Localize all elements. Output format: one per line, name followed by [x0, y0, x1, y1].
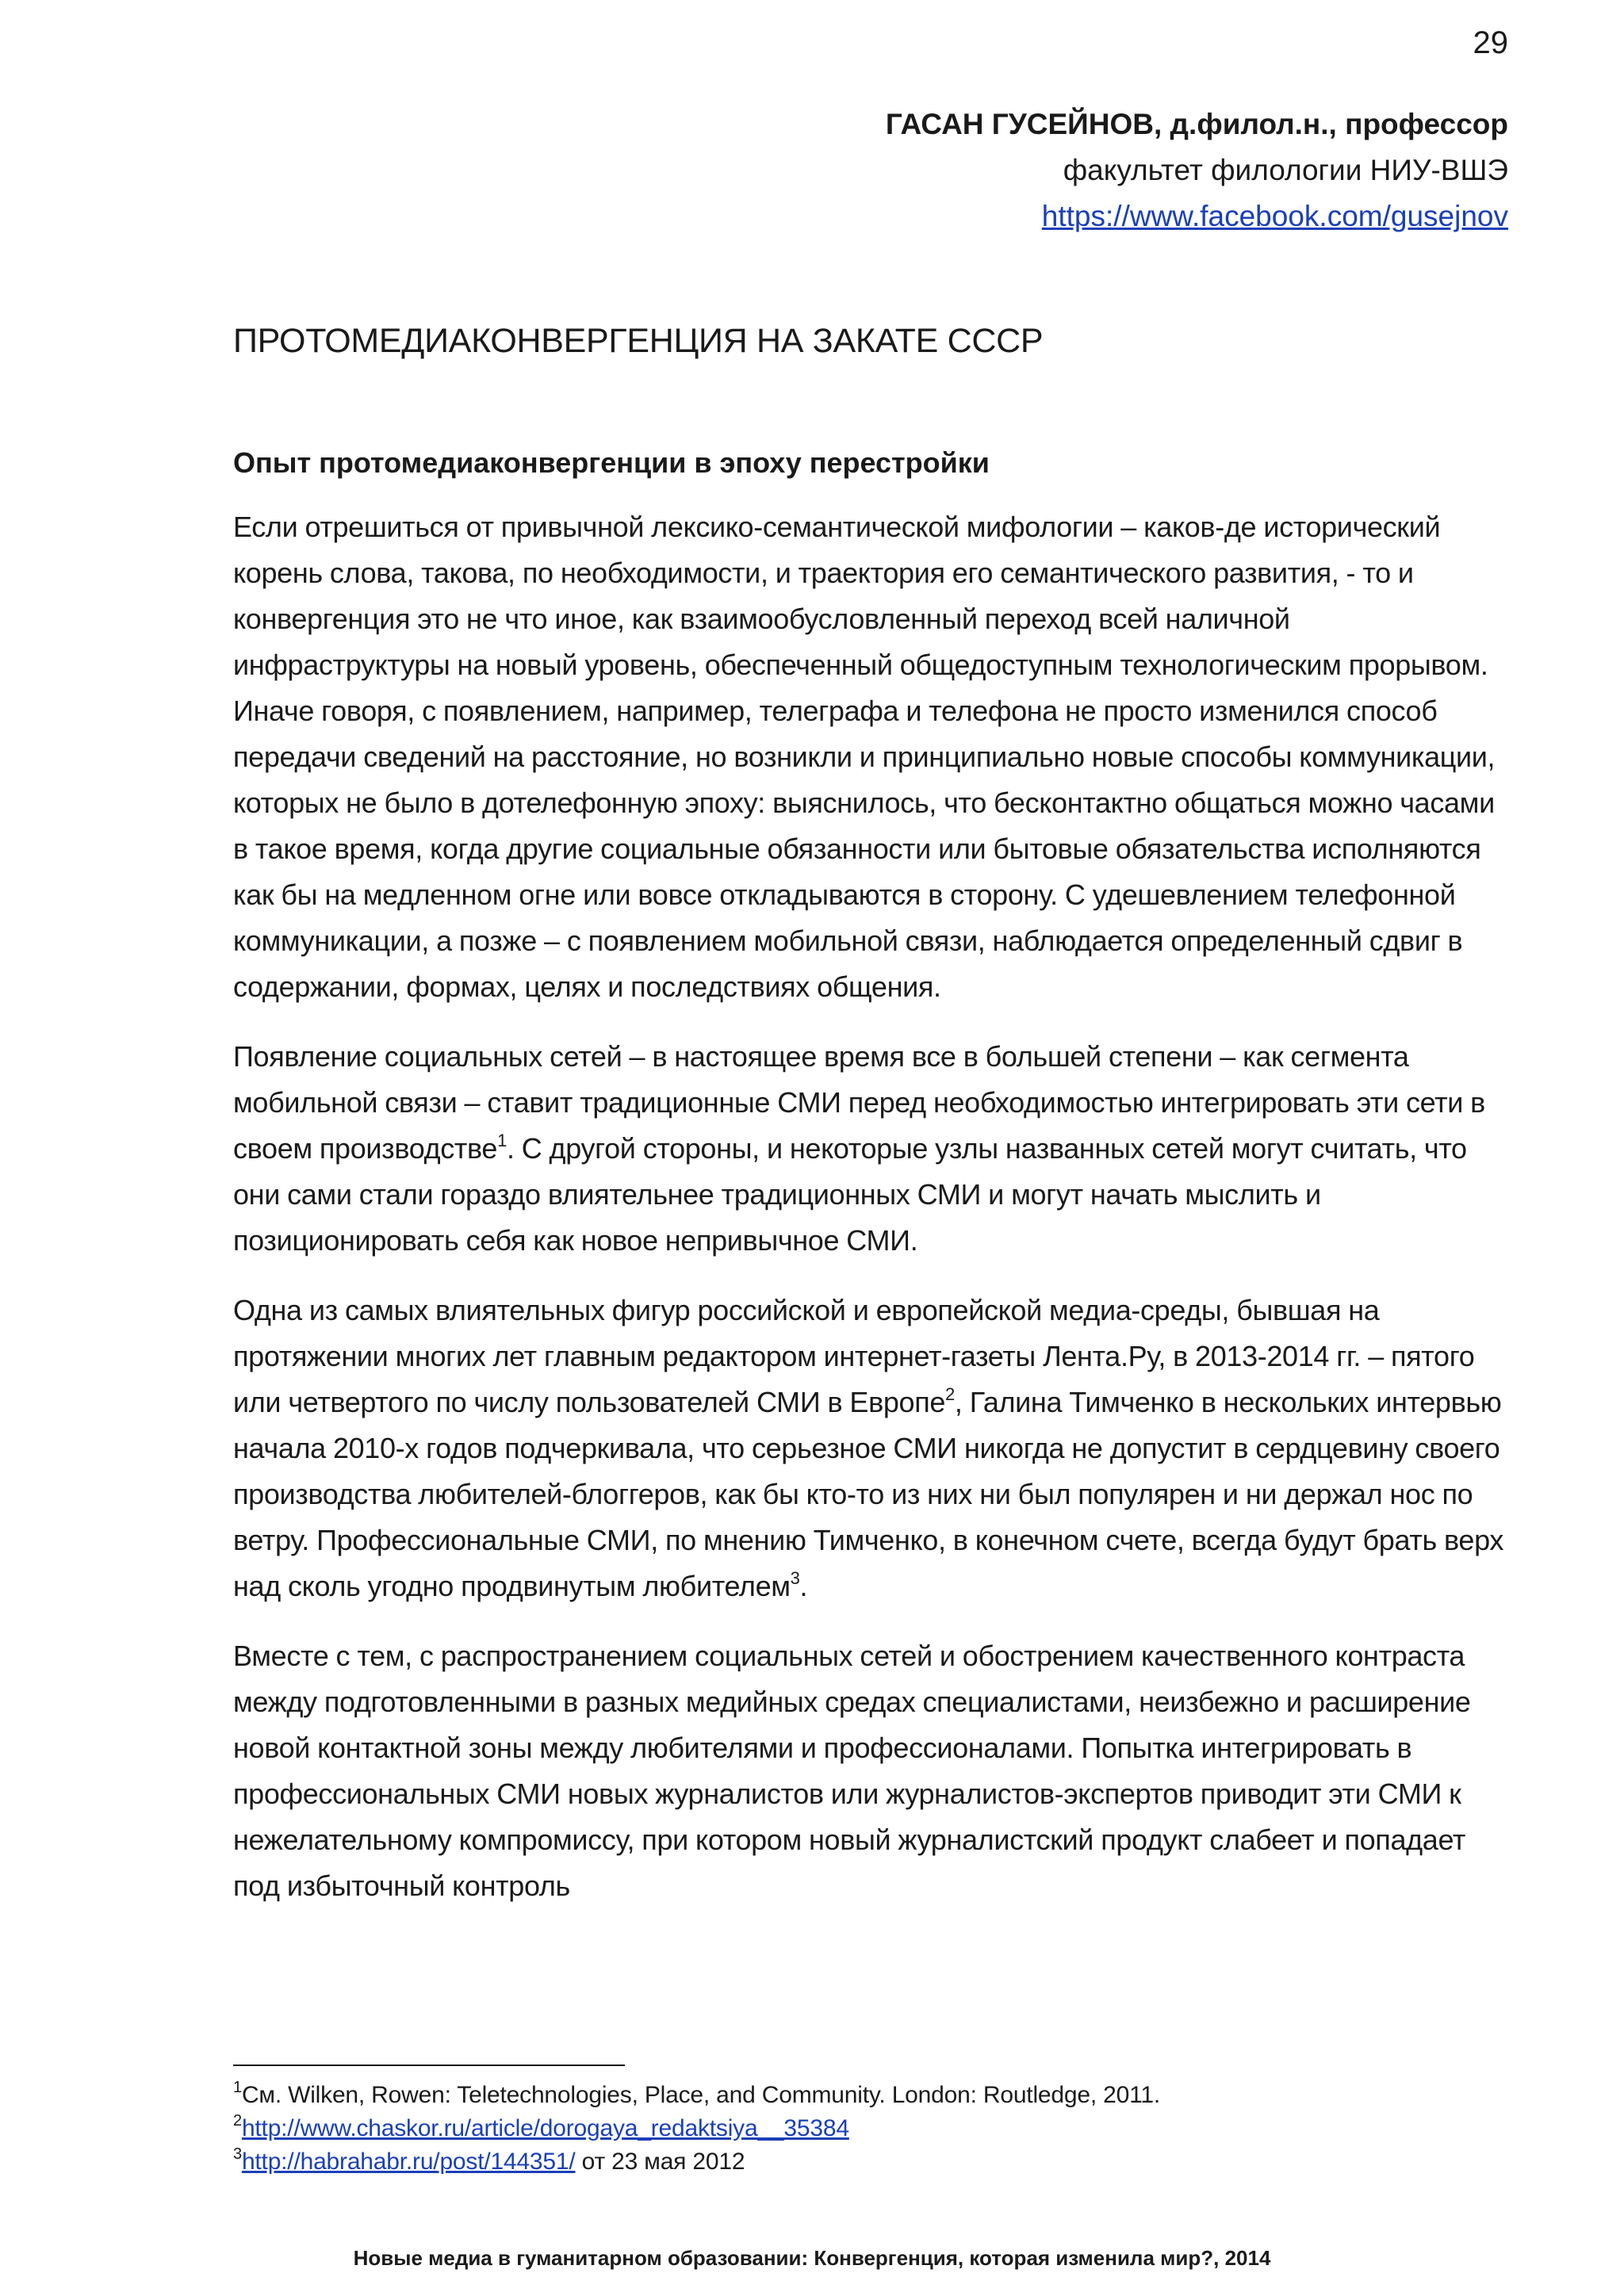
paragraph-2	[233, 1034, 1511, 1264]
footnote-3	[233, 2145, 1160, 2179]
footnote-3-date: от 23 мая 2012	[575, 2149, 745, 2175]
footnote-2-link[interactable]: http://www.chaskor.ru/article/dorogaya_redaktsiya__35384	[241, 2115, 849, 2141]
footnote-2-number: 2	[233, 2112, 242, 2130]
paragraph-2-part-b: . С другой стороны, и некоторые узлы названных сетей могут считать, что они сами стали гораздо влиятельнее традиционных СМИ и могут начать мыслить и позиционировать себя как новое непривычное СМИ.	[233, 1132, 1467, 1257]
author-facebook-link[interactable]: https://www.facebook.com/gusejnov	[1041, 200, 1508, 232]
footnote-1-number: 1	[233, 2079, 242, 2096]
page-footer: Новые медиа в гуманитарном образовании: Конвергенция, которая изменила мир?, 2014	[353, 2246, 1271, 2270]
paragraph-2-part-a: Появление социальных сетей – в настоящее время все в большей степени – как сегмента мобильной связи – ставит традиционные СМИ перед необходимостью интегрировать эти сети в своем производстве	[233, 1040, 1485, 1165]
article-body	[233, 442, 1511, 1933]
footnote-ref-3[interactable]: 3	[790, 1568, 800, 1588]
footnote-2	[233, 2112, 1160, 2145]
page-title: ПРОТОМЕДИАКОНВЕРГЕНЦИЯ НА ЗАКАТЕ СССР	[233, 322, 1044, 360]
footnotes	[233, 2079, 1160, 2179]
footnote-ref-2[interactable]: 2	[945, 1384, 955, 1404]
paragraph-3-part-a: Одна из самых влиятельных фигур российской и европейской медиа-среды, бывшая на протяжении многих лет главным редактором интернет-газеты Лента.Ру, в 2013-2014 гг. – пятого или четвертого по числу пользователей СМИ в Европе	[233, 1294, 1475, 1418]
footnote-1	[233, 2079, 1160, 2112]
paragraph-4: Вместе с тем, с распространением социальных сетей и обострением качественного контраста между подготовленными в разных медийных средах специалистами, неизбежно и расширение новой контактной зоны между любителями и профессионалами. Попытка интегрировать в профессиональных СМИ новых журналистов или журналистов-экспертов приводит эти СМИ к нежелательному компромиссу, при котором новый журналистский продукт слабеет и попадает под избыточный контроль	[233, 1640, 1471, 1902]
footnote-ref-1[interactable]: 1	[497, 1131, 507, 1150]
section-title: Опыт протомедиаконвергенции в эпоху перестройки	[233, 446, 990, 479]
paragraph-1: Если отрешиться от привычной лексико-семантической мифологии – каков-де исторический корень слова, такова, по необходимости, и траектория его семантического развития, - то и конвергенция это не что иное, как взаимообусловленный переход всей наличной инфраструктуры на новый уровень, обеспеченный общедоступным технологическим прорывом. Иначе говоря, с появлением, например, телеграфа и телефона не просто изменился способ передачи сведений на расстояние, но возникли и принципиально новые способы коммуникации, которых не было в дотелефонную эпоху: выяснилось, что бесконтактно общаться можно часами в такое время, когда другие социальные обязанности или бытовые обязательства исполняются как бы на медленном огне или вовсе откладываются в сторону. С удешевлением телефонной коммуникации, а позже – с появлением мобильной связи, наблюдается определенный сдвиг в содержании, формах, целях и последствиях общения.	[233, 511, 1496, 1003]
author-block	[886, 101, 1508, 239]
footnote-3-number: 3	[233, 2145, 242, 2163]
author-affiliation: факультет филологии НИУ-ВШЭ	[1063, 154, 1508, 186]
paragraph-3-part-b: , Галина Тимченко в нескольких интервью начала 2010-х годов подчеркивала, что серьезное СМИ никогда не допустит в сердцевину своего производства любителей-блоггеров, как бы кто-то из них ни был популярен и ни держал нос по ветру. Профессиональные СМИ, по мнению Тимченко, в конечном счете, всегда будут брать верх над сколь угодно продвинутым любителем	[233, 1386, 1504, 1602]
footnote-3-link[interactable]: http://habrahabr.ru/post/144351/	[241, 2149, 576, 2175]
footnote-1-text: См. Wilken, Rowen: Teletechnologies, Place, and Community. London: Routledge, 2011.	[241, 2082, 1160, 2108]
paragraph-3-part-c: .	[799, 1570, 808, 1602]
author-name: ГАСАН ГУСЕЙНОВ, д.филол.н., профессор	[885, 108, 1508, 140]
footnote-separator	[233, 2064, 625, 2066]
page-number: 29	[1473, 25, 1508, 60]
paragraph-3	[233, 1288, 1511, 1609]
